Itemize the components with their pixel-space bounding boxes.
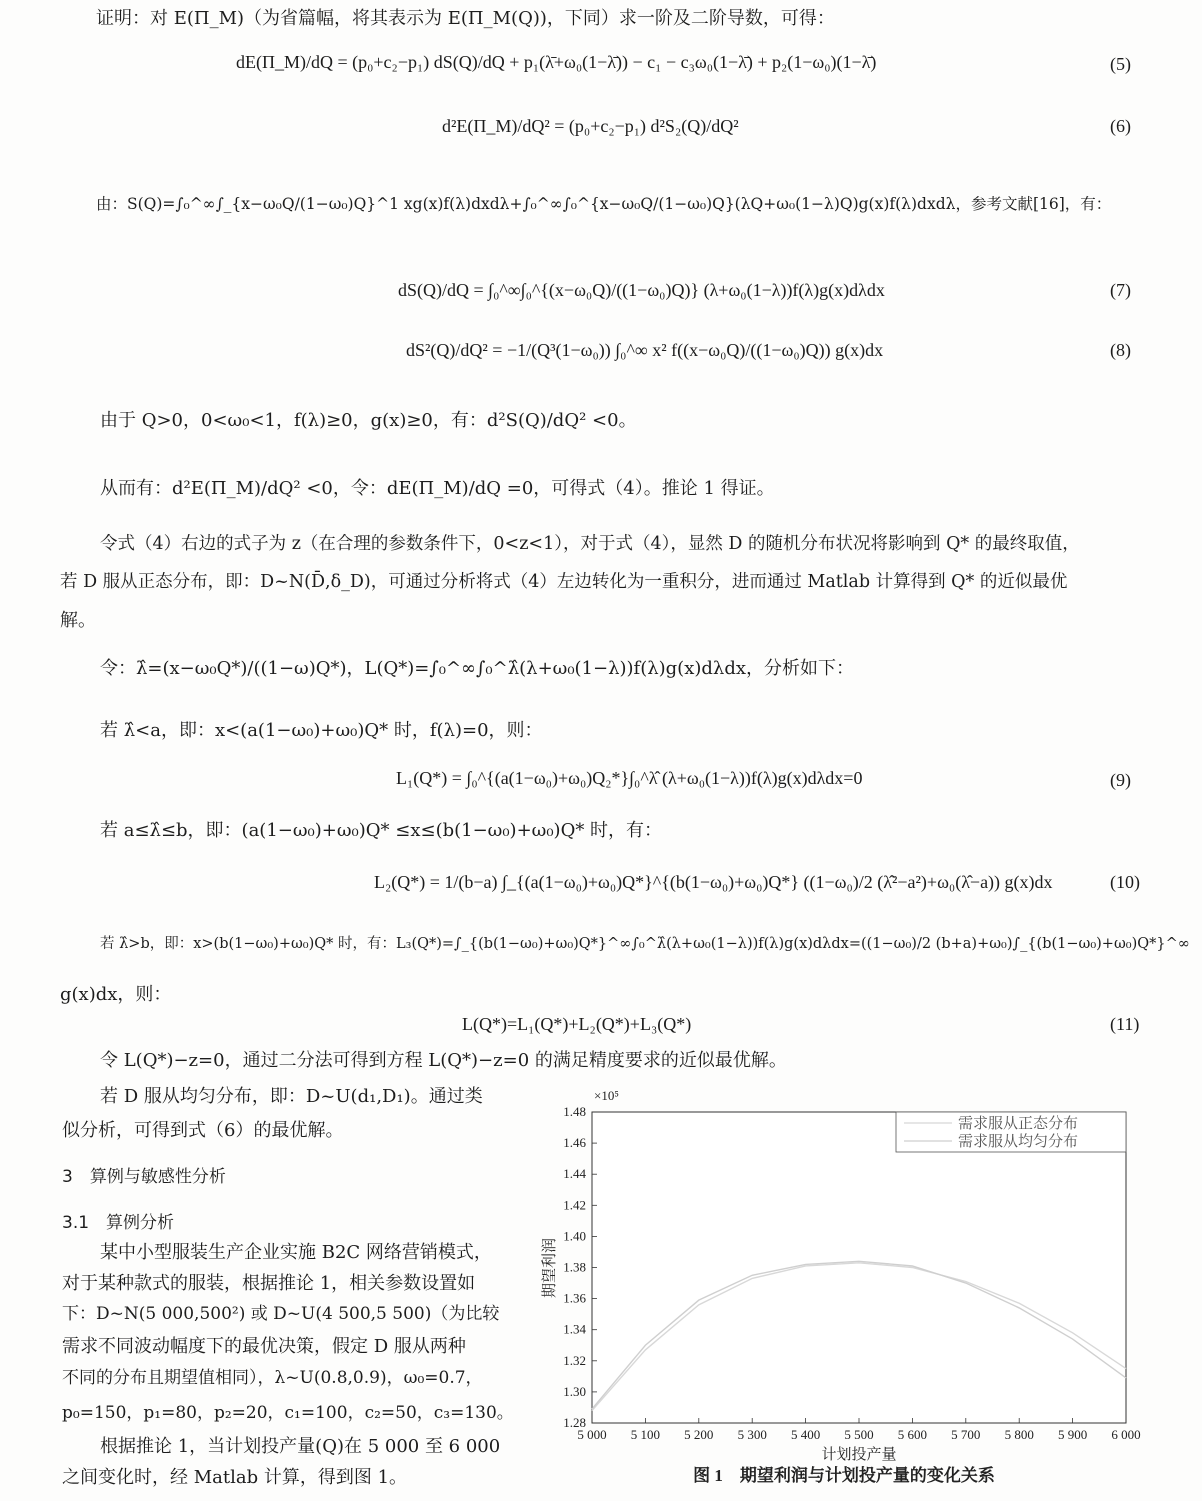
left-column-line: 根据推论 1，当计划投产量(Q)在 5 000 至 6 000 [100,1436,501,1457]
equation-8: dS²(Q)/dQ² = −1/(Q³(1−ω₀)) ∫₀^∞ x² f((x−ω₀Q)/((1−ω₀)Q)) g(x)dx [406,340,884,360]
since-statement: 由于 Q>0，0<ω₀<1，f(λ)≥0，g(x)≥0，有：d²S(Q)/dQ² <0。 [100,410,637,431]
x-tick-label: 5 800 [1004,1427,1034,1442]
left-column-line: 某中小型服装生产企业实施 B2C 网络营销模式， [100,1242,492,1263]
figure-caption: 图 1 期望利润与计划投产量的变化关系 [693,1466,995,1485]
case-continuation: g(x)dx，则： [60,984,172,1005]
bisection-statement: 令 L(Q*)−z=0，通过二分法可得到方程 L(Q*)−z=0 的满足精度要求的近似最优解。 [100,1050,787,1071]
equation-number: (6) [1110,116,1131,136]
left-column-line: p₀=150，p₁=80，p₂=20，c₁=100，c₂=50，c₃=130。 [62,1403,514,1423]
axis-multiplier: ×10⁵ [594,1090,619,1103]
x-tick-label: 5 100 [630,1427,661,1442]
x-tick-label: 5 900 [1057,1427,1088,1442]
equation-11: L(Q*)=L₁(Q*)+L₂(Q*)+L₃(Q*) [462,1014,692,1034]
y-tick-label: 1.32 [563,1352,586,1368]
equation-6: d²E(Π_M)/dQ² = (p₀+c₂−p₁) d²S₂(Q)/dQ² [442,116,739,136]
equation-number: (5) [1110,54,1131,74]
left-column-line: 不同的分布且期望值相同），λ~U(0.8,0.9)，ω₀=0.7， [62,1368,483,1388]
y-tick-label: 1.28 [563,1415,586,1430]
case-a-le-lambda-le-b: 若 a≤λ̂≤b，即：(a(1−ω₀)+ω₀)Q* ≤x≤(b(1−ω₀)+ω₀)Q* 时，有： [100,820,663,841]
equation-number: (10) [1110,872,1140,892]
x-tick-label: 5 700 [951,1427,981,1442]
y-tick-label: 1.46 [563,1135,586,1151]
y-tick-label: 1.48 [563,1104,586,1119]
left-column-line: 需求不同波动幅度下的最优决策，假定 D 服从两种 [62,1336,466,1357]
x-tick-label: 5 400 [790,1427,821,1442]
equation-9: L₁(Q*) = ∫₀^{(a(1−ω₀)+ω₀)Q₂*}∫₀^λ̂ (λ+ω₀(1−λ))f(λ)g(x)dλdx=0 [396,768,863,788]
y-tick-label: 1.38 [563,1259,586,1275]
lambda-hat-definition: 令：λ̂=(x−ω₀Q*)/((1−ω)Q*)，L(Q*)=∫₀^∞∫₀^λ̂(λ+ω₀(1−λ))f(λ)g(x)dλdx，分析如下： [100,658,854,679]
x-tick-label: 5 200 [684,1427,714,1442]
y-tick-label: 1.30 [563,1383,586,1399]
proof-intro: 证明：对 E(Π_M)（为省篇幅，将其表示为 E(Π_M(Q))，下同）求一阶及二阶导数，可得： [96,8,835,29]
equation-7: dS(Q)/dQ = ∫₀^∞∫₀^{(x−ω₀Q)/((1−ω₀)Q)} (λ+ω₀(1−λ))f(λ)g(x)dλdx [398,280,885,300]
equation-number: (7) [1110,280,1131,300]
legend-entry: 需求服从均匀分布 [958,1134,1079,1150]
x-tick-label: 5 000 [577,1427,607,1442]
equation-10: L₂(Q*) = 1/(b−a) ∫_{(a(1−ω₀)+ω₀)Q*}^{(b(1−ω₀)+ω₀)Q*} ((1−ω₀)/2 (λ̂²−a²)+ω₀(λ̂−a)) g(x)dx [374,872,1053,892]
y-tick-label: 1.36 [563,1290,586,1306]
case-lambda-less-a: 若 λ̂<a，即：x<(a(1−ω₀)+ω₀)Q* 时，f(λ)=0，则： [100,720,543,741]
case-lambda-greater-b: 若 λ̂>b，即：x>(b(1−ω₀)+ω₀)Q* 时，有：L₃(Q*)=∫_{(b(1−ω₀)+ω₀)Q*}^∞∫₀^λ̂(λ+ω₀(1−λ))f(λ)g(x)dλdx=((1−ω₀)/2 (b+a)+ω₀)∫_{(b(1−ω₀)+ω₀)Q*}^∞ [100,936,1190,952]
left-column-line: 之间变化时，经 Matlab 计算，得到图 1。 [62,1467,408,1488]
paragraph-line: 令式（4）右边的式子为 z（在合理的参数条件下，0<z<1），对于式（4），显然 D 的随机分布状况将影响到 Q* 的最终取值， [100,534,1080,554]
y-axis-label: 期望利润 [542,1237,558,1299]
conclusion-statement: 从而有：d²E(Π_M)/dQ² <0，令：dE(Π_M)/dQ =0，可得式（4）。推论 1 得证。 [100,478,775,499]
left-column-line: 下：D~N(5 000,500²) 或 D~U(4 500,5 500)（为比较 [62,1304,500,1324]
left-column-line: 对于某种款式的服装，根据推论 1，相关参数设置如 [62,1273,476,1294]
x-tick-label: 5 500 [844,1427,874,1442]
profit-chart [540,1090,1160,1490]
x-tick-label: 6 000 [1111,1427,1141,1442]
equation-number: (9) [1110,770,1131,790]
x-tick-label: 5 600 [897,1427,928,1442]
x-tick-label: 5 300 [737,1427,767,1442]
left-column-line: 似分析，可得到式（6）的最优解。 [62,1120,344,1141]
y-tick-label: 1.42 [563,1197,586,1213]
paragraph-line: 解。 [60,610,96,631]
definition-s-of-q: 由：S(Q)=∫₀^∞∫_{x−ω₀Q/(1−ω₀)Q}^1 xg(x)f(λ)dxdλ+∫₀^∞∫₀^{x−ω₀Q/(1−ω₀)Q}(λQ+ω₀(1−λ)Q)g(x)f(λ)dxdλ，参考文献[16]，有： [96,195,1112,213]
x-axis-label: 计划投产量 [821,1447,897,1463]
left-column-line: 若 D 服从均匀分布，即：D~U(d₁,D₁)。通过类 [100,1086,483,1107]
y-tick-label: 1.40 [563,1228,586,1244]
equation-number: (11) [1110,1014,1140,1034]
equation-number: (8) [1110,340,1131,360]
plot-area [592,1112,1126,1423]
subsection-heading: 3.1 算例分析 [62,1213,175,1233]
section-heading: 3 算例与敏感性分析 [62,1167,226,1187]
legend-entry: 需求服从正态分布 [958,1116,1079,1132]
paragraph-line: 若 D 服从正态分布，即：D~N(D̄,δ_D)，可通过分析将式（4）左边转化为一重积分，进而通过 Matlab 计算得到 Q* 的近似最优 [60,572,1068,592]
y-tick-label: 1.34 [563,1321,586,1337]
equation-5: dE(Π_M)/dQ = (p₀+c₂−p₁) dS(Q)/dQ + p₁(λ̄+ω₀(1−λ̄)) − c₁ − c₃ω₀(1−λ̄) + p₂(1−ω₀)(1−λ̄) [236,52,877,72]
y-tick-label: 1.44 [563,1166,586,1182]
